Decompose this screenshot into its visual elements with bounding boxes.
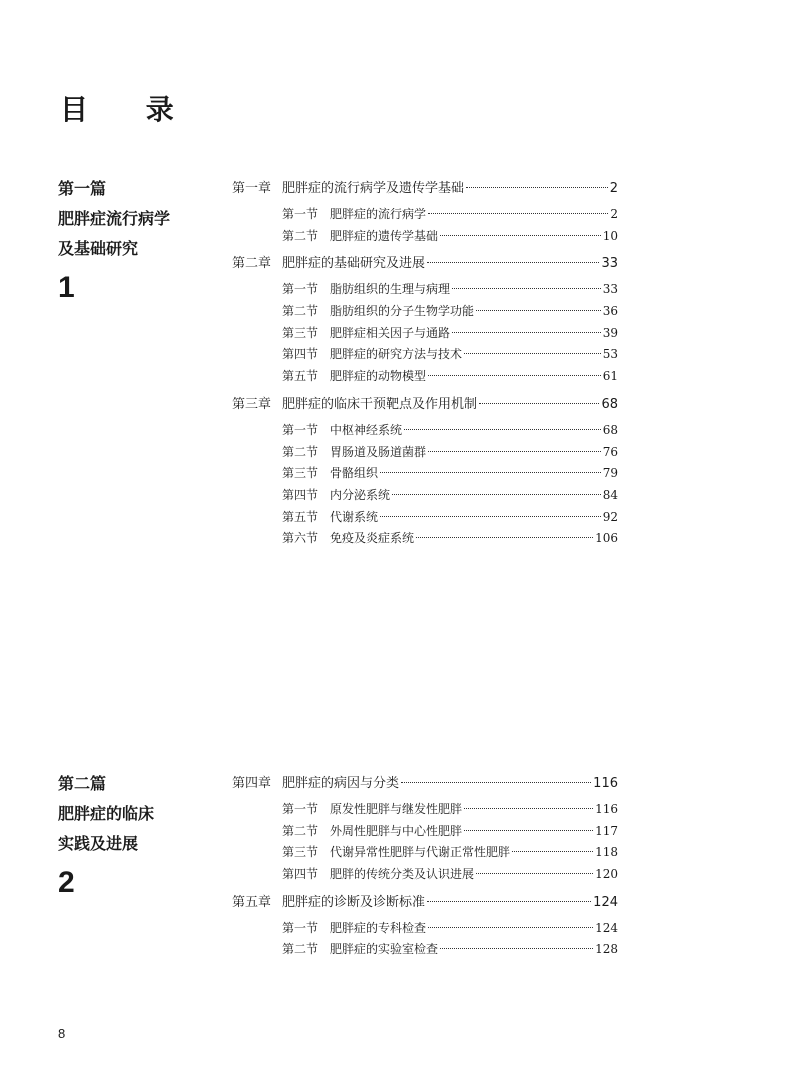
dot-leader: [512, 851, 593, 852]
dot-leader: [476, 310, 601, 311]
part-name-line: 及基础研究: [58, 239, 139, 258]
section-entry-title: 肥胖的传统分类及认识进展: [330, 867, 475, 882]
section-entry-page: 118: [595, 845, 618, 860]
section-entry[interactable]: [232, 864, 618, 886]
section-entry-number: 第一节: [282, 802, 319, 816]
section-entry-title: 肥胖症的实验室检查: [330, 942, 439, 957]
dot-leader: [466, 187, 608, 188]
chapter-entry[interactable]: [232, 394, 618, 416]
dot-leader: [452, 288, 601, 289]
section-entry-title: 代谢系统: [330, 509, 379, 524]
section-entry[interactable]: [232, 528, 618, 550]
page-title: 目 录: [60, 93, 198, 126]
section-entry[interactable]: [232, 420, 618, 442]
dot-leader: [380, 516, 601, 517]
section-entry-title: 外周性肥胖与中心性肥胖: [330, 823, 463, 838]
chapter-entry-number: 第一章: [232, 181, 272, 196]
section-list: [232, 279, 618, 387]
section-entry-title: 肥胖症相关因子与通路: [330, 325, 451, 340]
dot-leader: [476, 873, 593, 874]
section-entry-title: 肥胖症的专科检查: [330, 920, 427, 935]
section-entry-page: 92: [602, 509, 618, 524]
section-entry-title: 代谢异常性肥胖与代谢正常性肥胖: [330, 845, 511, 860]
section-entry-page: 84: [602, 487, 618, 502]
section-entry[interactable]: [232, 939, 618, 961]
section-entry-page: 68: [602, 422, 618, 437]
chapter-entry-number: 第三章: [232, 396, 272, 412]
section-entry[interactable]: [232, 842, 618, 864]
section-entry-title: 免疫及炎症系统: [330, 531, 415, 546]
chapter-entry[interactable]: [232, 178, 618, 200]
section-list: [232, 799, 618, 886]
section-entry-number: 第三节: [282, 845, 319, 860]
page-number: 8: [58, 1026, 66, 1041]
section-entry[interactable]: [232, 799, 618, 821]
section-entry-page: 53: [602, 347, 618, 362]
section-entry-page: 106: [595, 531, 618, 546]
section-entry[interactable]: [232, 366, 618, 388]
dot-leader: [380, 472, 601, 473]
dot-leader: [416, 537, 593, 538]
dot-leader: [428, 927, 593, 928]
part-1-heading: [58, 174, 228, 308]
section-entry-title: 中枢神经系统: [330, 422, 403, 437]
section-entry[interactable]: [232, 301, 618, 323]
section-entry-number: 第四节: [282, 347, 319, 362]
section-entry-number: 第二节: [282, 304, 319, 319]
part-1-toc: [232, 178, 618, 550]
section-entry-page: 116: [595, 802, 618, 816]
section-entry-title: 原发性肥胖与继发性肥胖: [330, 802, 463, 816]
section-list: [232, 204, 618, 247]
chapter-entry[interactable]: [232, 892, 618, 914]
section-entry[interactable]: [232, 204, 618, 226]
chapter-entry[interactable]: [232, 773, 618, 795]
section-entry[interactable]: [232, 485, 618, 507]
section-entry-page: 128: [595, 942, 618, 957]
dot-leader: [428, 451, 601, 452]
section-entry-number: 第二节: [282, 228, 319, 243]
section-entry-page: 120: [595, 867, 618, 882]
section-entry-number: 第三节: [282, 466, 319, 481]
section-entry-page: 61: [602, 369, 618, 384]
section-entry-number: 第一节: [282, 282, 319, 297]
section-entry[interactable]: [232, 507, 618, 529]
section-entry[interactable]: [232, 344, 618, 366]
section-entry-title: 骨骼组织: [330, 466, 379, 481]
chapter-entry-number: 第五章: [232, 894, 272, 910]
section-entry-title: 肥胖症的流行病学: [330, 207, 427, 221]
section-entry-number: 第二节: [282, 942, 319, 957]
dot-leader: [428, 213, 608, 214]
section-entry-number: 第一节: [282, 207, 319, 221]
section-entry-number: 第四节: [282, 867, 319, 882]
section-entry-title: 胃肠道及肠道菌群: [330, 444, 427, 459]
section-entry-number: 第一节: [282, 422, 319, 437]
dot-leader: [464, 830, 593, 831]
chapter-entry-title: 肥胖症的流行病学及遗传学基础: [282, 181, 465, 196]
part-label: 第一篇: [58, 179, 107, 198]
section-list: [232, 420, 618, 550]
section-entry-page: 39: [602, 325, 618, 340]
dot-leader: [479, 403, 599, 404]
chapter-entry-page: 116: [593, 776, 618, 791]
section-entry-title: 肥胖症的研究方法与技术: [330, 347, 463, 362]
section-entry-page: 33: [602, 282, 618, 297]
chapter-entry-title: 肥胖症的基础研究及进展: [282, 256, 426, 272]
section-entry[interactable]: [232, 323, 618, 345]
section-entry-number: 第六节: [282, 531, 319, 546]
section-entry[interactable]: [232, 279, 618, 301]
part-2-toc: [232, 773, 618, 961]
chapter-entry-number: 第二章: [232, 256, 272, 272]
section-entry-page: 124: [595, 920, 618, 935]
section-entry-title: 内分泌系统: [330, 487, 391, 502]
dot-leader: [464, 808, 593, 809]
section-entry-number: 第四节: [282, 487, 319, 502]
part-label: 第二篇: [58, 774, 107, 793]
dot-leader: [440, 235, 601, 236]
section-list: [232, 918, 618, 961]
dot-leader: [427, 901, 591, 902]
dot-leader: [401, 782, 591, 783]
section-entry-page: 117: [595, 823, 618, 838]
section-entry-page: 79: [602, 466, 618, 481]
section-entry-number: 第三节: [282, 325, 319, 340]
part-number: 1: [58, 271, 75, 304]
section-entry-title: 脂肪组织的生理与病理: [330, 282, 451, 297]
section-entry-page: 2: [610, 207, 618, 221]
section-entry-number: 第五节: [282, 369, 319, 384]
dot-leader: [404, 429, 601, 430]
section-entry-page: 10: [602, 228, 618, 243]
chapter-entry[interactable]: [232, 253, 618, 275]
chapter-entry-page: 68: [601, 396, 618, 412]
chapter-entry-page: 2: [609, 181, 618, 196]
dot-leader: [392, 494, 601, 495]
section-entry[interactable]: [232, 821, 618, 843]
section-entry[interactable]: [232, 463, 618, 485]
section-entry-page: 76: [602, 444, 618, 459]
chapter-entry-number: 第四章: [232, 776, 272, 791]
dot-leader: [428, 375, 601, 376]
chapter-entry-title: 肥胖症的临床干预靶点及作用机制: [282, 396, 478, 412]
part-2-heading: [58, 769, 228, 903]
chapter-entry-title: 肥胖症的诊断及诊断标准: [282, 894, 426, 910]
part-name-line: 肥胖症的临床: [58, 804, 155, 823]
section-entry-page: 36: [602, 304, 618, 319]
section-entry[interactable]: [232, 442, 618, 464]
section-entry-number: 第五节: [282, 509, 319, 524]
section-entry-title: 肥胖症的动物模型: [330, 369, 427, 384]
dot-leader: [464, 353, 601, 354]
chapter-entry-title: 肥胖症的病因与分类: [282, 776, 400, 791]
chapter-entry-page: 33: [601, 256, 618, 272]
part-name-line: 实践及进展: [58, 834, 139, 853]
dot-leader: [440, 948, 593, 949]
part-number: 2: [58, 866, 75, 899]
section-entry-number: 第二节: [282, 444, 319, 459]
dot-leader: [427, 262, 599, 263]
section-entry-number: 第二节: [282, 823, 319, 838]
section-entry[interactable]: [232, 226, 618, 248]
chapter-entry-page: 124: [593, 894, 618, 910]
section-entry-number: 第一节: [282, 920, 319, 935]
section-entry-title: 肥胖症的遗传学基础: [330, 228, 439, 243]
part-name-line: 肥胖症流行病学: [58, 209, 171, 228]
section-entry-title: 脂肪组织的分子生物学功能: [330, 304, 475, 319]
section-entry[interactable]: [232, 918, 618, 940]
dot-leader: [452, 332, 601, 333]
